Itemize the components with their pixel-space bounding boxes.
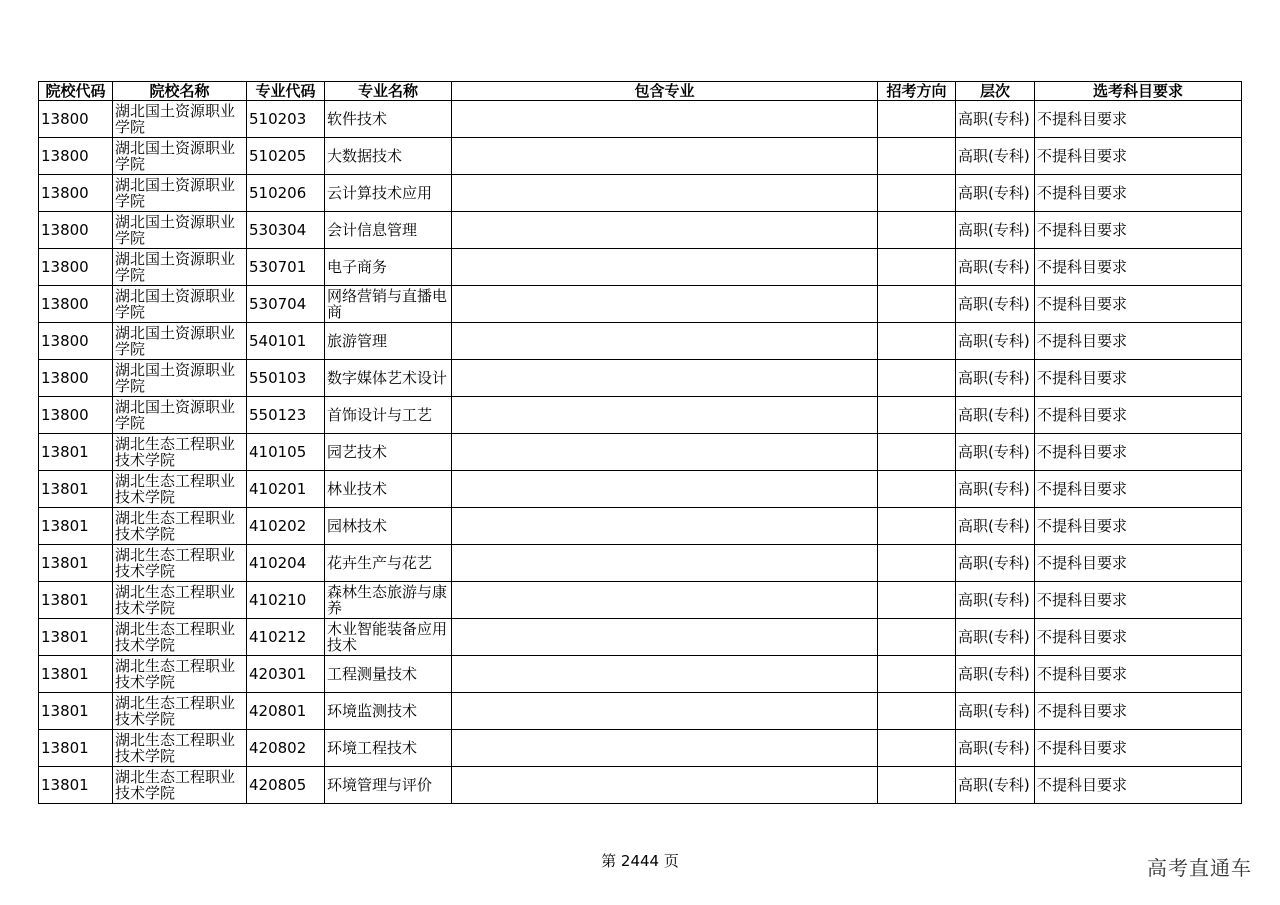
table-row <box>39 730 1242 767</box>
level-cell: 高职(专科) <box>956 175 1035 212</box>
level-cell: 高职(专科) <box>956 323 1035 360</box>
table-row <box>39 138 1242 175</box>
school-code-cell: 13801 <box>39 656 113 693</box>
direction-cell <box>878 582 956 619</box>
direction-cell <box>878 138 956 175</box>
subject-requirement-cell: 不提科目要求 <box>1035 212 1242 249</box>
level-cell: 高职(专科) <box>956 767 1035 804</box>
school-code-cell: 13800 <box>39 249 113 286</box>
level-cell: 高职(专科) <box>956 101 1035 138</box>
subject-requirement-cell: 不提科目要求 <box>1035 471 1242 508</box>
school-name-cell: 湖北国土资源职业学院 <box>113 249 247 286</box>
school-code-cell: 13800 <box>39 286 113 323</box>
level-cell: 高职(专科) <box>956 582 1035 619</box>
school-code-cell: 13800 <box>39 397 113 434</box>
school-name-cell: 湖北生态工程职业技术学院 <box>113 619 247 656</box>
major-code-cell: 410210 <box>247 582 325 619</box>
major-name-cell: 木业智能装备应用技术 <box>325 619 452 656</box>
level-cell: 高职(专科) <box>956 138 1035 175</box>
school-name-cell: 湖北国土资源职业学院 <box>113 360 247 397</box>
school-name-cell: 湖北生态工程职业技术学院 <box>113 508 247 545</box>
direction-cell <box>878 434 956 471</box>
included-majors-cell <box>452 582 878 619</box>
school-code-cell: 13801 <box>39 582 113 619</box>
school-name-cell: 湖北生态工程职业技术学院 <box>113 767 247 804</box>
major-name-cell: 花卉生产与花艺 <box>325 545 452 582</box>
school-name-cell: 湖北国土资源职业学院 <box>113 138 247 175</box>
table-body <box>39 101 1242 804</box>
table-row <box>39 286 1242 323</box>
school-name-cell: 湖北生态工程职业技术学院 <box>113 434 247 471</box>
table-row <box>39 582 1242 619</box>
major-code-cell: 550123 <box>247 397 325 434</box>
watermark: 高考直通车 <box>1147 856 1252 880</box>
direction-cell <box>878 286 956 323</box>
major-name-cell: 首饰设计与工艺 <box>325 397 452 434</box>
header-direction: 招考方向 <box>878 82 956 101</box>
major-code-cell: 410105 <box>247 434 325 471</box>
school-name-cell: 湖北国土资源职业学院 <box>113 212 247 249</box>
direction-cell <box>878 323 956 360</box>
direction-cell <box>878 767 956 804</box>
table-row <box>39 175 1242 212</box>
subject-requirement-cell: 不提科目要求 <box>1035 249 1242 286</box>
level-cell: 高职(专科) <box>956 360 1035 397</box>
level-cell: 高职(专科) <box>956 619 1035 656</box>
subject-requirement-cell: 不提科目要求 <box>1035 767 1242 804</box>
included-majors-cell <box>452 619 878 656</box>
table-row <box>39 619 1242 656</box>
direction-cell <box>878 656 956 693</box>
included-majors-cell <box>452 508 878 545</box>
direction-cell <box>878 619 956 656</box>
level-cell: 高职(专科) <box>956 693 1035 730</box>
school-name-cell: 湖北生态工程职业技术学院 <box>113 730 247 767</box>
header-major-code: 专业代码 <box>247 82 325 101</box>
level-cell: 高职(专科) <box>956 212 1035 249</box>
included-majors-cell <box>452 138 878 175</box>
school-name-cell: 湖北国土资源职业学院 <box>113 175 247 212</box>
subject-requirement-cell: 不提科目要求 <box>1035 619 1242 656</box>
subject-requirement-cell: 不提科目要求 <box>1035 397 1242 434</box>
direction-cell <box>878 397 956 434</box>
subject-requirement-cell: 不提科目要求 <box>1035 286 1242 323</box>
included-majors-cell <box>452 545 878 582</box>
table-row <box>39 693 1242 730</box>
school-code-cell: 13800 <box>39 175 113 212</box>
school-code-cell: 13800 <box>39 138 113 175</box>
table-row <box>39 212 1242 249</box>
header-level: 层次 <box>956 82 1035 101</box>
header-included-majors: 包含专业 <box>452 82 878 101</box>
included-majors-cell <box>452 397 878 434</box>
major-name-cell: 电子商务 <box>325 249 452 286</box>
major-code-cell: 510205 <box>247 138 325 175</box>
header-row <box>39 82 1242 101</box>
direction-cell <box>878 545 956 582</box>
table-row <box>39 545 1242 582</box>
subject-requirement-cell: 不提科目要求 <box>1035 693 1242 730</box>
major-name-cell: 工程测量技术 <box>325 656 452 693</box>
school-code-cell: 13801 <box>39 434 113 471</box>
direction-cell <box>878 212 956 249</box>
major-name-cell: 云计算技术应用 <box>325 175 452 212</box>
subject-requirement-cell: 不提科目要求 <box>1035 656 1242 693</box>
header-school-name: 院校名称 <box>113 82 247 101</box>
subject-requirement-cell: 不提科目要求 <box>1035 138 1242 175</box>
table-row <box>39 397 1242 434</box>
header-major-name: 专业名称 <box>325 82 452 101</box>
included-majors-cell <box>452 175 878 212</box>
major-name-cell: 园艺技术 <box>325 434 452 471</box>
major-code-cell: 530701 <box>247 249 325 286</box>
school-code-cell: 13801 <box>39 508 113 545</box>
major-name-cell: 软件技术 <box>325 101 452 138</box>
direction-cell <box>878 175 956 212</box>
major-name-cell: 数字媒体艺术设计 <box>325 360 452 397</box>
school-code-cell: 13800 <box>39 212 113 249</box>
direction-cell <box>878 101 956 138</box>
major-code-cell: 550103 <box>247 360 325 397</box>
major-code-cell: 420801 <box>247 693 325 730</box>
school-code-cell: 13801 <box>39 619 113 656</box>
major-code-cell: 420802 <box>247 730 325 767</box>
header-subject-requirement: 选考科目要求 <box>1035 82 1242 101</box>
subject-requirement-cell: 不提科目要求 <box>1035 730 1242 767</box>
major-code-cell: 510203 <box>247 101 325 138</box>
subject-requirement-cell: 不提科目要求 <box>1035 175 1242 212</box>
direction-cell <box>878 471 956 508</box>
table-row <box>39 360 1242 397</box>
major-name-cell: 网络营销与直播电商 <box>325 286 452 323</box>
included-majors-cell <box>452 767 878 804</box>
table-row <box>39 101 1242 138</box>
subject-requirement-cell: 不提科目要求 <box>1035 434 1242 471</box>
level-cell: 高职(专科) <box>956 545 1035 582</box>
school-code-cell: 13801 <box>39 730 113 767</box>
level-cell: 高职(专科) <box>956 471 1035 508</box>
subject-requirement-cell: 不提科目要求 <box>1035 323 1242 360</box>
major-name-cell: 大数据技术 <box>325 138 452 175</box>
direction-cell <box>878 249 956 286</box>
major-name-cell: 森林生态旅游与康养 <box>325 582 452 619</box>
school-name-cell: 湖北生态工程职业技术学院 <box>113 656 247 693</box>
school-code-cell: 13801 <box>39 767 113 804</box>
school-code-cell: 13801 <box>39 545 113 582</box>
school-name-cell: 湖北生态工程职业技术学院 <box>113 545 247 582</box>
included-majors-cell <box>452 249 878 286</box>
level-cell: 高职(专科) <box>956 508 1035 545</box>
direction-cell <box>878 508 956 545</box>
level-cell: 高职(专科) <box>956 656 1035 693</box>
subject-requirement-cell: 不提科目要求 <box>1035 582 1242 619</box>
subject-requirement-cell: 不提科目要求 <box>1035 508 1242 545</box>
table-row <box>39 249 1242 286</box>
major-code-cell: 410202 <box>247 508 325 545</box>
header-school-code: 院校代码 <box>39 82 113 101</box>
level-cell: 高职(专科) <box>956 397 1035 434</box>
major-code-cell: 420805 <box>247 767 325 804</box>
school-code-cell: 13800 <box>39 323 113 360</box>
school-code-cell: 13800 <box>39 101 113 138</box>
table-row <box>39 767 1242 804</box>
school-name-cell: 湖北国土资源职业学院 <box>113 397 247 434</box>
included-majors-cell <box>452 434 878 471</box>
school-name-cell: 湖北生态工程职业技术学院 <box>113 582 247 619</box>
table-row <box>39 434 1242 471</box>
admission-table <box>38 81 1242 804</box>
direction-cell <box>878 693 956 730</box>
included-majors-cell <box>452 656 878 693</box>
table-row <box>39 471 1242 508</box>
included-majors-cell <box>452 471 878 508</box>
major-name-cell: 环境工程技术 <box>325 730 452 767</box>
major-code-cell: 540101 <box>247 323 325 360</box>
major-code-cell: 530704 <box>247 286 325 323</box>
table-row <box>39 656 1242 693</box>
included-majors-cell <box>452 323 878 360</box>
school-name-cell: 湖北生态工程职业技术学院 <box>113 693 247 730</box>
school-code-cell: 13801 <box>39 471 113 508</box>
page-number: 第 2444 页 <box>601 852 679 870</box>
level-cell: 高职(专科) <box>956 249 1035 286</box>
school-name-cell: 湖北生态工程职业技术学院 <box>113 471 247 508</box>
major-name-cell: 林业技术 <box>325 471 452 508</box>
level-cell: 高职(专科) <box>956 434 1035 471</box>
major-code-cell: 410212 <box>247 619 325 656</box>
major-code-cell: 420301 <box>247 656 325 693</box>
major-code-cell: 530304 <box>247 212 325 249</box>
included-majors-cell <box>452 286 878 323</box>
table-row <box>39 508 1242 545</box>
major-name-cell: 环境监测技术 <box>325 693 452 730</box>
level-cell: 高职(专科) <box>956 730 1035 767</box>
table-row <box>39 323 1242 360</box>
direction-cell <box>878 730 956 767</box>
major-name-cell: 环境管理与评价 <box>325 767 452 804</box>
level-cell: 高职(专科) <box>956 286 1035 323</box>
major-name-cell: 旅游管理 <box>325 323 452 360</box>
included-majors-cell <box>452 360 878 397</box>
school-name-cell: 湖北国土资源职业学院 <box>113 101 247 138</box>
subject-requirement-cell: 不提科目要求 <box>1035 360 1242 397</box>
school-name-cell: 湖北国土资源职业学院 <box>113 286 247 323</box>
major-code-cell: 410204 <box>247 545 325 582</box>
major-code-cell: 410201 <box>247 471 325 508</box>
school-code-cell: 13800 <box>39 360 113 397</box>
school-name-cell: 湖北国土资源职业学院 <box>113 323 247 360</box>
included-majors-cell <box>452 730 878 767</box>
subject-requirement-cell: 不提科目要求 <box>1035 545 1242 582</box>
included-majors-cell <box>452 101 878 138</box>
included-majors-cell <box>452 693 878 730</box>
included-majors-cell <box>452 212 878 249</box>
subject-requirement-cell: 不提科目要求 <box>1035 101 1242 138</box>
school-code-cell: 13801 <box>39 693 113 730</box>
direction-cell <box>878 360 956 397</box>
major-name-cell: 会计信息管理 <box>325 212 452 249</box>
major-code-cell: 510206 <box>247 175 325 212</box>
major-name-cell: 园林技术 <box>325 508 452 545</box>
